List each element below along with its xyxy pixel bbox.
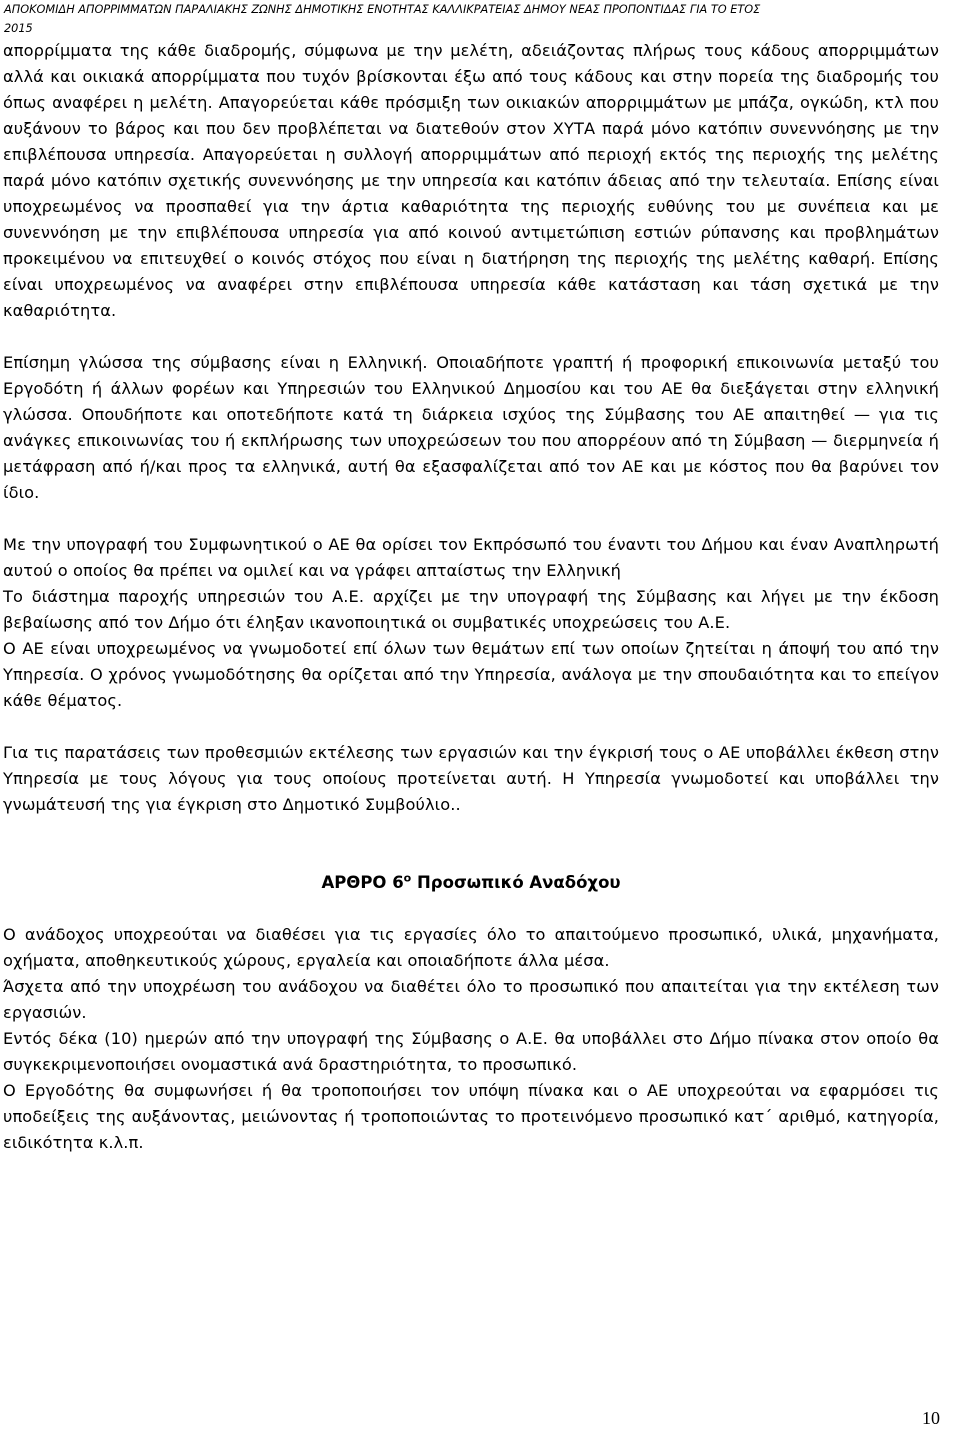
paragraph-opinions: Ο ΑΕ είναι υποχρεωμένος να γνωμοδοτεί επί όλων των θεμάτων επί των οποίων ζητείται η άποψή του από την Υπηρεσία. Ο χρόνος γνωμοδότησης θα ορίζεται από την Υπηρεσία, ανάλογα με την σπουδαιότητα και το επείγον κάθε θέματος.: [3, 639, 939, 710]
article-heading: [3, 870, 939, 896]
paragraph-representative: Με την υπογραφή του Συμφωνητικού ο ΑΕ θα ορίσει τον Εκπρόσωπό του έναντι του Δήμου και έναν Αναπληρωτή αυτού ο οποίος θα πρέπει να ομιλεί και να γράφει απταίστως την Ελληνική: [3, 535, 939, 580]
paragraph-extensions: Για τις παρατάσεις των προθεσμιών εκτέλεσης των εργασιών και την έγκρισή τους ο ΑΕ υποβάλλει έκθεση στην Υπηρεσία με τους λόγους για τους οποίους προτείνεται αυτή. Η Υπηρεσία γνωμοδοτεί και υποβάλλει την γνωμάτευσή της για έγκριση στο Δημοτικό Συμβούλιο..: [3, 743, 939, 814]
header-title: ΑΠΟΚΟΜΙΔΗ ΑΠΟΡΡΙΜΜΑΤΩΝ ΠΑΡΑΛΙΑΚΗΣ ΖΩΝΗΣ ΔΗΜΟΤΙΚΗΣ ΕΝΟΤΗΤΑΣ ΚΑΛΛΙΚΡΑΤΕΙΑΣ ΔΗΜΟΥ ΝΕΑΣ ΠΡΟΠΟΝΤΙΔΑΣ ΓΙΑ ΤΟ ΕΤΟΣ: [4, 3, 761, 16]
article-prefix: ΑΡΘΡΟ 6: [321, 873, 404, 892]
paragraph-staff-obligation: Άσχετα από την υποχρέωση του ανάδοχου να διαθέτει όλο το προσωπικό που απαιτείται για την εκτέλεση των εργασιών.: [3, 977, 939, 1022]
article-title: Προσωπικό Αναδόχου: [416, 873, 621, 892]
document-body: [3, 38, 939, 1156]
paragraph-waste-collection: απορρίμματα της κάθε διαδρομής, σύμφωνα με την μελέτη, αδειάζοντας πλήρως τους κάδους απορριμμάτων αλλά και οικιακά απορρίμματα που τυχόν βρίσκονται έξω από τους κάδους και στην πορεία της διαδρομής του όπως αναφέρει η μελέτη. Απαγορεύεται κάθε πρόσμιξη των οικιακών απορριμμάτων με μπάζα, ογκώδη, κτλ που αυξάνουν το βάρος και που δεν προβλέπεται να διατεθούν στον ΧΥΤΑ παρά μόνο κατόπιν συνεννόησης με την επιβλέπουσα υπηρεσία. Απαγορεύεται η συλλογή απορριμμάτων από περιοχή εκτός της περιοχής της μελέτης παρά μόνο κατόπιν σχετικής συνεννόησης με την υπηρεσία και κατόπιν άδειας από την τελευταία. Επίσης είναι υποχρεωμένος να προσπαθεί για την άρτια καθαριότητα της περιοχής ευθύνης του με συνέπεια και με συνεννόηση με την επιβλέπουσα υπηρεσία για από κοινού αντιμετώπιση εστιών ρύπανσης και προβλημάτων προκειμένου να επιτευχθεί ο κοινός στόχος που είναι η διατήρηση της περιοχής της μελέτης καθαρή. Επίσης είναι υποχρεωμένος να αναφέρει στην επιβλέπουσα υπηρεσία κάθε κατάσταση και τάση σχετικά με την καθαριότητα.: [3, 41, 939, 320]
paragraph-service-period: Το διάστημα παροχής υπηρεσιών του Α.Ε. αρχίζει με την υπογραφή της Σύμβασης και λήγει με την έκδοση βεβαίωσης από τον Δήμο ότι έληξαν ικανοποιητικά οι συμβατικές υποχρεώσεις του Α.Ε.: [3, 587, 939, 632]
paragraph-contractor-resources: Ο ανάδοχος υποχρεούται να διαθέσει για τις εργασίες όλο το απαιτούμενο προσωπικό, υλικά, μηχανήματα, οχήματα, αποθηκευτικούς χώρους, εργαλεία και οποιαδήποτε άλλα μέσα.: [3, 925, 939, 970]
paragraph-employer-approval: Ο Εργοδότης θα συμφωνήσει ή θα τροποποιήσει τον υπόψη πίνακα και ο ΑΕ υποχρεούται να εφαρμόσει τις υποδείξεις της αυξάνοντας, μειώνοντας ή τροποποιώντας το προτεινόμενο προσωπικό κατ΄ αριθμό, κατηγορία, ειδικότητα κ.λ.π.: [3, 1081, 939, 1152]
paragraph-staff-table: Εντός δέκα (10) ημερών από την υπογραφή της Σύμβασης ο Α.Ε. θα υποβάλλει στο Δήμο πίνακα στον οποίο θα συγκεκριμενοποιήσει ονομαστικά ανά δραστηριότητα, το προσωπικό.: [3, 1029, 939, 1074]
paragraph-official-language: Επίσημη γλώσσα της σύμβασης είναι η Ελληνική. Οποιαδήποτε γραπτή ή προφορική επικοινωνία μεταξύ του Εργοδότη ή άλλων φορέων και Υπηρεσιών του Ελληνικού Δημοσίου και του ΑΕ θα διεξάγεται στην ελληνική γλώσσα. Οπουδήποτε και οποτεδήποτε κατά τη διάρκεια ισχύος της Σύμβασης του ΑΕ απαιτηθεί — για τις ανάγκες επικοινωνίας του ή εκπλήρωσης των υποχρεώσεων του που απορρέουν από τη Σύμβαση — διερμηνεία ή μετάφραση από ή/και προς τα ελληνικά, αυτή θα εξασφαλίζεται από τον ΑΕ και με κόστος που θα βαρύνει τον ίδιο.: [3, 353, 939, 502]
running-header: [4, 0, 956, 38]
article-ordinal: ο: [403, 871, 412, 885]
page-number: 10: [922, 1408, 940, 1428]
header-year: 2015: [4, 22, 33, 35]
